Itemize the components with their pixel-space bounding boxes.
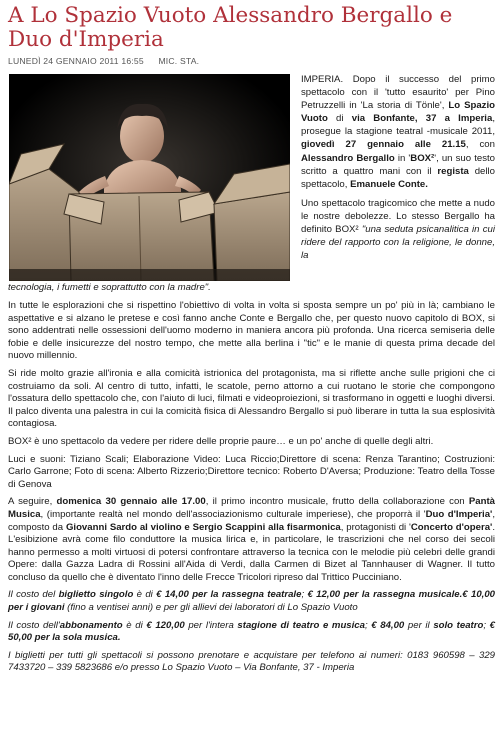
article-title: A Lo Spazio Vuoto Alessandro Bergallo e Duo d'Imperia [8,3,453,52]
emphasis-text: solo teatro [433,619,484,631]
article-date: LUNEDÌ 24 GENNAIO 2011 16:55 [8,56,144,66]
italic-text: "una seduta psicanalitica in cui ridere del rapporto con la religione, le donne, la [301,224,495,262]
lead-paragraph-2: Uno spettacolo tragicomico che mette a nudo le nostre debolezze. Lo stesso Bergallo ha definito BOX² "una seduta psicanalitica in cui ridere del rapporto con la religione, le donne, la [301,197,495,262]
lead-continuation: tecnologia, i fumetti e soprattutto con la madre". [8,282,211,293]
bold-text: domenica 30 gennaio alle 17.00 [56,496,206,508]
bold-text: via Bonfante, 37 a Imperia [351,113,493,125]
bold-text: Concerto d'opera' [410,521,493,533]
emphasis-text: biglietto singolo [58,589,134,601]
actor-with-boxes-image [9,74,290,281]
emphasis-text: € 84,00 [371,619,405,631]
lead-column [301,73,495,268]
emphasis-text: € 12,00 per la rassegna musicale.€ 10,00 per i giovani [8,589,495,614]
italic-text: ; [364,619,372,631]
bold-text: Pantà Musica [8,496,496,520]
booking-info-paragraph [8,650,495,675]
bold-text: Lo Spazio Vuoto [301,100,495,125]
emphasis-text: € 50,00 per la sola musica. [8,619,495,644]
credits-paragraph: Luci e suoni: Tiziano Scali; Elaborazione Video: Luca Riccio;Direttore di scena: Renza Tarantino; Costruzioni: Carlo Garrone; Foto di scena: Alberto Rizzerio;Direttore tecnico: Roberto D'Aversa; Produzione: Teatro della Tosse di Genova [8,453,495,490]
body-paragraph: Si ride molto grazie all'ironia e alla comicità istrionica del protagonista, ma si riflette anche sulle prigioni che ci costruiamo da soli. Al centro di tutto, infatti, le scatole, perno attorno a cui ruotano le storie che compongono l'ossatura dello spettacolo che, con l'aiuto di luci, filmati e videoproiezioni, si trasformano in oggetti e luoghi diversi. Il palco diventa una palestra in cui la comicità fisica di Alessandro Bergallo si può liberare in tutta la sua esplosività contagiosa. [8,367,495,430]
italic-text: ; [301,589,308,601]
bold-text: giovedì 27 gennaio alle 21.15 [301,139,466,151]
body-paragraph: BOX² è uno spettacolo da vedere per ridere delle proprie paure… e un po' anche di quelle degli altri. [8,435,434,447]
subscription-price-paragraph [8,620,495,645]
italic-text: I biglietti per tutti gli spettacoli si possono prenotare e acquistare per telefono ai numeri: 0183 960598 – 329 7433720 – 339 5823686 e/o presso Lo Spazio Vuoto – Via Bonfante, 37 - Imperia [8,649,495,674]
lead-paragraph-1: IMPERIA. Dopo il successo del primo spettacolo con il 'tutto esaurito' per Pino Petruzzelli in 'La storia di Tönle', Lo Spazio Vuoto di via Bonfante, 37 a Imperia, prosegue la stagione teatral -musicale 2011, giovedì 27 gennaio alle 21.15, con Alessandro Bergallo in 'BOX²', un suo testo scritto a quattro mani con il regista dello spettacolo, Emanuele Conte. [301,74,495,190]
italic-text: è di [122,619,147,631]
article-body [8,300,495,680]
article-photo [9,74,290,281]
italic-text: (fino a ventisei anni) e per gli allievi dei laboratori di Lo Spazio Vuoto [64,602,358,614]
bold-text: BOX² [410,152,435,164]
music-event-paragraph: A seguire, domenica 30 gennaio alle 17.00, il primo incontro musicale, frutto della collaborazione con Pantà Musica, (importante realtà nel mondo dell'associazionismo culturale imperiese), che proporrà il 'Duo d'Imperia', composto da Giovanni Sardo al violino e Sergio Scappini alla fisarmonica, protagonisti di 'Concerto d'opera'. L'esibizione avrà come filo conduttore la musica lirica e, in particolare, le trascrizioni che nel corso dei secoli hanno permesso a molti virtuosi di potersi confrontare attraverso la tecnica con le melodie più celebri delle grandi Opere: dalla Gazza Ladra di Rossini all'Aida di Verdi, dalla Carmen di Bizet al Tannhauser di Wagner. Il tutto concluso da quello che è diventato l'inno delle Frecce Tricolori ripreso dal Trittico Pucciniano. [8,496,496,583]
bold-text: Emanuele Conte. [350,178,428,190]
bold-text: Giovanni Sardo al violino e Sergio Scappini alla fisarmonica [65,521,341,533]
bold-text: Duo d'Imperia' [425,508,493,520]
article-meta [8,56,211,66]
italic-text: per il [404,619,434,631]
emphasis-text: stagione di teatro e musica [237,619,365,631]
emphasis-text: € 14,00 per la rassegna teatrale [156,589,302,601]
italic-text: ; [483,619,490,631]
bold-text: regista [437,165,469,177]
emphasis-text: abbonamento [59,619,123,631]
italic-text: Il costo dell' [8,619,60,631]
italic-text: è di [133,589,157,601]
article-author: MIC. STA. [158,56,200,66]
italic-text: per l'intera [184,619,238,631]
body-paragraph: In tutte le esplorazioni che si rispettino l'obiettivo di volta in volta si sposta sempre un po' più in là; cambiano le aspettative e si alzano le pretese e così fanno anche Conte e Bergallo che, per questo nuovo capitolo di BOX, si sono addentrati nelle ossessioni dell'uomo moderno in maniera ancora più profonda. Una ricerca semiseria delle fobie e delle insicurezze del nostro tempo, che mette alla berlina i "tic" e le manie di questa prima decade del nuovo millennio. [8,300,495,362]
emphasis-text: € 120,00 [146,619,185,631]
ticket-price-paragraph [8,589,495,614]
italic-text: Il costo del [8,589,59,601]
bold-text: Alessandro Bergallo [301,152,395,164]
